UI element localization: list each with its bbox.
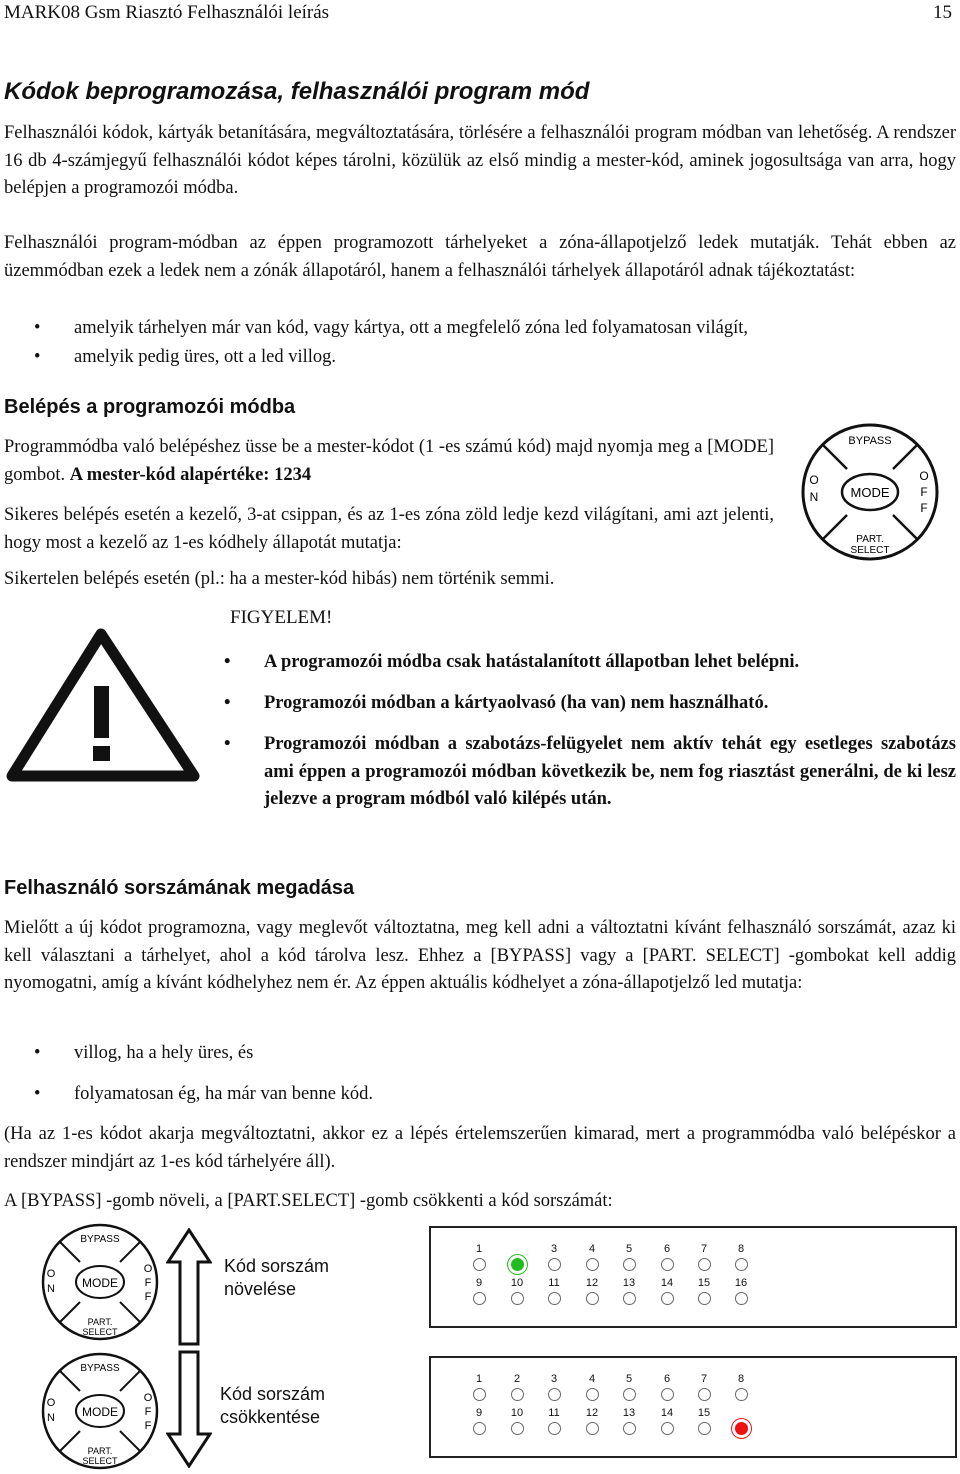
zone-led-lit [511, 1258, 524, 1271]
on-label-2: N [809, 490, 819, 504]
zone-led [698, 1422, 711, 1435]
part-label: PART. [87, 1446, 113, 1456]
zone-number-label: 13 [622, 1277, 636, 1289]
paragraph-bypass-part: A [BYPASS] -gomb növeli, a [PART.SELECT] -gomb csökkenti a kód sorszámát: [4, 1191, 613, 1211]
zone-number-label: 12 [585, 1277, 599, 1289]
increment-label-line2: növelése [224, 1279, 297, 1299]
paragraph-intro: Felhasználói kódok, kártyák betanítására, megváltoztatására, törlésére a felhasználói program módban van lehetőség. A rendszer 16 db 4-számjegyű felhasználói kódot képes tárolni, közülük az első mindig a mester-kód, aminek jogosultsága van arra, hogy belépjen a programozói módba. [4, 123, 956, 198]
decrement-label [220, 1383, 325, 1429]
bypass-label: BYPASS [80, 1234, 120, 1245]
zone-number-label: 8 [737, 1243, 745, 1255]
increment-label-line1: Kód sorszám [224, 1256, 330, 1276]
zone-led [473, 1388, 486, 1401]
on-label-1: O [46, 1268, 56, 1280]
page-number: 15 [933, 2, 952, 23]
keypad-diagram-increment [38, 1222, 162, 1342]
list-item-text: folyamatosan ég, ha már van benne kód. [74, 1084, 373, 1104]
zone-number-label: 13 [622, 1407, 636, 1419]
list-item: • villog, ha a hely üres, és [34, 1043, 254, 1063]
warning-text: Programozói módban a kártyaolvasó (ha van) nem használható. [264, 693, 769, 713]
zone-number-label: 14 [660, 1407, 674, 1419]
section-heading-code-programming: Kódok beprogramozása, felhasználói program mód [4, 78, 590, 105]
zone-number-label: 11 [548, 1407, 560, 1419]
zone-number-label: 3 [550, 1243, 558, 1255]
zone-led [623, 1388, 636, 1401]
list-item-text: amelyik tárhelyen már van kód, vagy kártya, ott a megfelelő zóna led folyamatosan világít, [74, 318, 748, 338]
zone-number-label: 1 [475, 1373, 483, 1385]
zone-number-label: 3 [550, 1373, 558, 1385]
zone-led [473, 1292, 486, 1305]
zone-number-label: 5 [625, 1373, 633, 1385]
list-item: • Programozói módban a kártyaolvasó (ha van) nem használható. [224, 693, 769, 713]
zone-number-label: 2 [513, 1373, 521, 1385]
zone-number-label: 10 [510, 1407, 524, 1419]
led-panel-increment [429, 1226, 957, 1328]
on-label-1: O [809, 473, 819, 487]
warning-text: Programozói módban a szabotázs-felügyelet nem aktív tehát egy esetleges szabotázs ami éppen a programozói módban következik be, nem fog riasztást generálni, de ki lesz jelezve a program módból való kilépés után. [264, 734, 956, 809]
mode-label: MODE [82, 1276, 118, 1290]
zone-led [586, 1422, 599, 1435]
zone-led [661, 1422, 674, 1435]
zone-led [661, 1292, 674, 1305]
zone-number-label: 15 [697, 1277, 711, 1289]
paragraph-success: Sikeres belépés esetén a kezelő, 3-at csippan, és az 1-es zóna zöld ledje kezd világítani, ami azt jelenti, hogy most a kezelő az 1-es kódhely állapotát mutatja: [4, 505, 774, 553]
list-item: • Programozói módban a szabotázs-felügyelet nem aktív tehát egy esetleges szabotázs ami éppen a programozói módban következik be, nem fog riasztást generálni, de ki lesz jelezve a program módból való kilépés után. [224, 734, 956, 809]
keypad-diagram-decrement [38, 1351, 162, 1471]
zone-led [735, 1258, 748, 1271]
zone-led [586, 1292, 599, 1305]
zone-number-label: 10 [510, 1277, 524, 1289]
instruction-text: Programmódba való belépéshez üsse be a mester-kódot (1 -es számú kód) majd nyomja meg a [MODE] gombot. [4, 437, 774, 485]
on-label-2: N [47, 1283, 55, 1295]
off-label-2: F [920, 485, 928, 499]
warning-text: A programozói módba csak hatástalanított állapotban lehet belépni. [264, 652, 800, 672]
zone-led [698, 1292, 711, 1305]
arrow-down-icon [166, 1350, 212, 1468]
zone-led [623, 1422, 636, 1435]
off-label-3: F [144, 1420, 152, 1432]
list-item-text: amelyik pedig üres, ott a led villog. [74, 347, 337, 367]
zone-number-label: 11 [548, 1277, 560, 1289]
zone-led [511, 1388, 524, 1401]
select-label: SELECT [82, 1456, 118, 1466]
zone-number-label: 4 [588, 1243, 596, 1255]
zone-number-label: 7 [700, 1243, 708, 1255]
mode-label: MODE [850, 485, 890, 500]
decrement-label-line1: Kód sorszám [220, 1384, 326, 1404]
zone-led [586, 1388, 599, 1401]
list-item: • A programozói módba csak hatástalanított állapotban lehet belépni. [224, 652, 800, 672]
increment-label [224, 1255, 329, 1301]
list-item: • amelyik pedig üres, ott a led villog. [34, 347, 337, 367]
zone-led [473, 1422, 486, 1435]
zone-number-label: 15 [697, 1407, 711, 1419]
on-label-2: N [47, 1412, 55, 1424]
paragraph-led-info: Felhasználói program-módban az éppen programozott tárhelyeket a zóna-állapotjelző ledek mutatják. Tehát ebben az üzemmódban ezek a ledek nem a zónák állapotáról, hanem a felhasználói tárhelyek állapotáról adnak tájékoztatást: [4, 233, 956, 281]
zone-number-label: 4 [588, 1373, 596, 1385]
zone-number-label: 7 [700, 1373, 708, 1385]
list-item-text: villog, ha a hely üres, és [74, 1043, 254, 1063]
zone-led [623, 1258, 636, 1271]
zone-led [548, 1292, 561, 1305]
keypad-diagram [800, 422, 940, 562]
part-label: PART. [87, 1317, 113, 1327]
zone-led [511, 1422, 524, 1435]
zone-number-label: 8 [737, 1373, 745, 1385]
zone-number-label: 1 [475, 1243, 483, 1255]
off-label-1: O [919, 469, 929, 483]
bypass-label: BYPASS [848, 435, 892, 447]
part-label: PART. [856, 534, 884, 545]
zone-number-label: 6 [663, 1243, 671, 1255]
zone-led [473, 1258, 486, 1271]
off-label-3: F [920, 501, 928, 515]
document-header-title: MARK08 Gsm Riasztó Felhasználói leírás [4, 2, 330, 23]
warning-triangle-icon [6, 626, 202, 786]
warning-title: FIGYELEM! [230, 607, 333, 628]
off-label-1: O [143, 1392, 153, 1404]
zone-led [698, 1388, 711, 1401]
zone-led [661, 1388, 674, 1401]
zone-led [548, 1258, 561, 1271]
list-item: • folyamatosan ég, ha már van benne kód. [34, 1084, 373, 1104]
zone-led [735, 1388, 748, 1401]
mode-label: MODE [82, 1405, 118, 1419]
zone-number-label: 6 [663, 1373, 671, 1385]
decrement-label-line2: csökkentése [220, 1407, 321, 1427]
zone-led [698, 1258, 711, 1271]
zone-number-label: 16 [734, 1277, 748, 1289]
select-label: SELECT [850, 545, 890, 556]
bypass-label: BYPASS [80, 1363, 120, 1374]
arrow-up-icon [166, 1228, 212, 1346]
zone-number-label: 9 [475, 1277, 483, 1289]
section-heading-enter-program-mode: Belépés a programozói módba [4, 396, 296, 418]
zone-number-label: 12 [585, 1407, 599, 1419]
master-code-default: A mester-kód alapértéke: 1234 [69, 464, 312, 485]
on-label-1: O [46, 1397, 56, 1409]
zone-led [548, 1388, 561, 1401]
off-label-2: F [144, 1277, 152, 1289]
zone-led [586, 1258, 599, 1271]
zone-led [735, 1292, 748, 1305]
off-label-3: F [144, 1291, 152, 1303]
led-panel-decrement [429, 1356, 957, 1458]
list-item: • amelyik tárhelyen már van kód, vagy kártya, ott a megfelelő zóna led folyamatosan világít, [34, 318, 748, 338]
zone-led [511, 1292, 524, 1305]
zone-led [623, 1292, 636, 1305]
section-heading-user-number: Felhasználó sorszámának megadása [4, 877, 355, 899]
zone-number-label: 5 [625, 1243, 633, 1255]
zone-number-label: 9 [475, 1407, 483, 1419]
zone-led [661, 1258, 674, 1271]
zone-number-label: 14 [660, 1277, 674, 1289]
select-label: SELECT [82, 1327, 118, 1337]
off-label-2: F [144, 1406, 152, 1418]
paragraph-select-slot: Mielőtt a új kódot programozna, vagy meglevőt változtatna, meg kell adni a változtatni kívánt felhasználó sorszámát, azaz ki kell választani a tárhelyet, ahol a kód tárolva lesz. Ehhez a [BYPASS] vagy a [PART. SELECT] -gombokat kell addig nyomogatni, amíg a kívánt kódhelyhez nem ér. Az éppen aktuális kódhelyet a zóna-állapotjelző led mutatja: [4, 918, 956, 993]
zone-led [548, 1422, 561, 1435]
zone-led-lit [735, 1422, 748, 1435]
off-label-1: O [143, 1263, 153, 1275]
paragraph-note: (Ha az 1-es kódot akarja megváltoztatni, akkor ez a lépés értelemszerűen kimarad, mert a programmódba való belépéskor a rendszer mindjárt az 1-es kód tárhelyére áll). [4, 1124, 956, 1172]
paragraph-failure: Sikertelen belépés esetén (pl.: ha a mester-kód hibás) nem történik semmi. [4, 569, 555, 589]
paragraph-enter-instructions [4, 434, 774, 489]
